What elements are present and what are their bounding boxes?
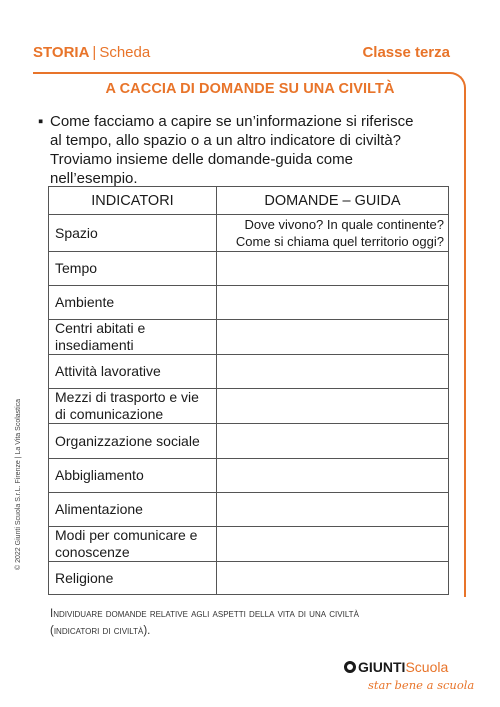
page-title: A CACCIA DI DOMANDE SU UNA CIVILTÀ bbox=[105, 81, 395, 97]
indicator-cell: Organizzazione sociale bbox=[49, 424, 217, 459]
intro-line: nell’esempio. bbox=[50, 170, 138, 187]
table-row bbox=[49, 355, 449, 389]
header-subject-area bbox=[33, 44, 150, 61]
question-cell[interactable] bbox=[217, 252, 449, 286]
intro-line: Troviamo insieme delle domande-guida come bbox=[50, 151, 353, 168]
logo-scuola: Scuola bbox=[405, 659, 449, 675]
indicator-cell: Centri abitati e insediamenti bbox=[49, 320, 217, 355]
header-separator: | bbox=[92, 44, 97, 61]
indicator-cell: Alimentazione bbox=[49, 493, 217, 527]
bullet-marker: ▪ bbox=[38, 113, 44, 130]
table-row bbox=[49, 527, 449, 562]
header-domande-guida: DOMANDE – GUIDA bbox=[217, 187, 449, 215]
table-row bbox=[49, 252, 449, 286]
question-cell[interactable] bbox=[217, 424, 449, 459]
grade-label: Classe terza bbox=[362, 44, 450, 61]
indicator-cell: Spazio bbox=[49, 215, 217, 252]
sheet-type-label: Scheda bbox=[99, 44, 151, 61]
copyright-notice: © 2022 Giunti Scuola S.r.L. Firenze | La Vita Scolastica bbox=[15, 398, 22, 570]
footnote: Individuare domande relative agli aspetti della vita di una civiltà (indicatori di civiltà). bbox=[50, 608, 359, 637]
publisher-logo bbox=[344, 659, 448, 675]
indicator-cell: Ambiente bbox=[49, 286, 217, 320]
indicator-cell: Attività lavorative bbox=[49, 355, 217, 389]
indicator-cell: Tempo bbox=[49, 252, 217, 286]
indicator-cell: Modi per comunicare e conoscenze bbox=[49, 527, 217, 562]
question-cell[interactable] bbox=[217, 355, 449, 389]
indicators-table bbox=[48, 186, 449, 595]
table-row bbox=[49, 493, 449, 527]
question-cell[interactable] bbox=[217, 389, 449, 424]
question-cell[interactable] bbox=[217, 562, 449, 595]
table-row bbox=[49, 286, 449, 320]
question-cell[interactable] bbox=[217, 459, 449, 493]
indicator-cell: Abbigliamento bbox=[49, 459, 217, 493]
intro-text bbox=[38, 112, 460, 188]
indicator-cell: Mezzi di trasporto e vie di comunicazione bbox=[49, 389, 217, 424]
table-row bbox=[49, 215, 449, 252]
header-indicatori: INDICATORI bbox=[49, 187, 217, 215]
table-row bbox=[49, 320, 449, 355]
question-cell[interactable] bbox=[217, 527, 449, 562]
giunti-logo-icon bbox=[344, 661, 356, 673]
logo-brand: GIUNTI bbox=[358, 659, 406, 675]
logo-slogan: star bene a scuola bbox=[368, 678, 475, 692]
question-cell[interactable] bbox=[217, 320, 449, 355]
table-row bbox=[49, 562, 449, 595]
subject-label: STORIA bbox=[33, 44, 90, 61]
table-header-row bbox=[49, 187, 449, 215]
intro-line: Come facciamo a capire se un’informazione si riferisce bbox=[50, 113, 414, 130]
question-cell[interactable]: Dove vivono? In quale continente? Come si chiama quel territorio oggi? bbox=[217, 215, 449, 252]
question-cell[interactable] bbox=[217, 286, 449, 320]
table-row bbox=[49, 459, 449, 493]
question-cell[interactable] bbox=[217, 493, 449, 527]
table-row bbox=[49, 424, 449, 459]
table-row bbox=[49, 389, 449, 424]
indicator-cell: Religione bbox=[49, 562, 217, 595]
intro-line: al tempo, allo spazio o a un altro indicatore di civiltà? bbox=[50, 132, 402, 149]
